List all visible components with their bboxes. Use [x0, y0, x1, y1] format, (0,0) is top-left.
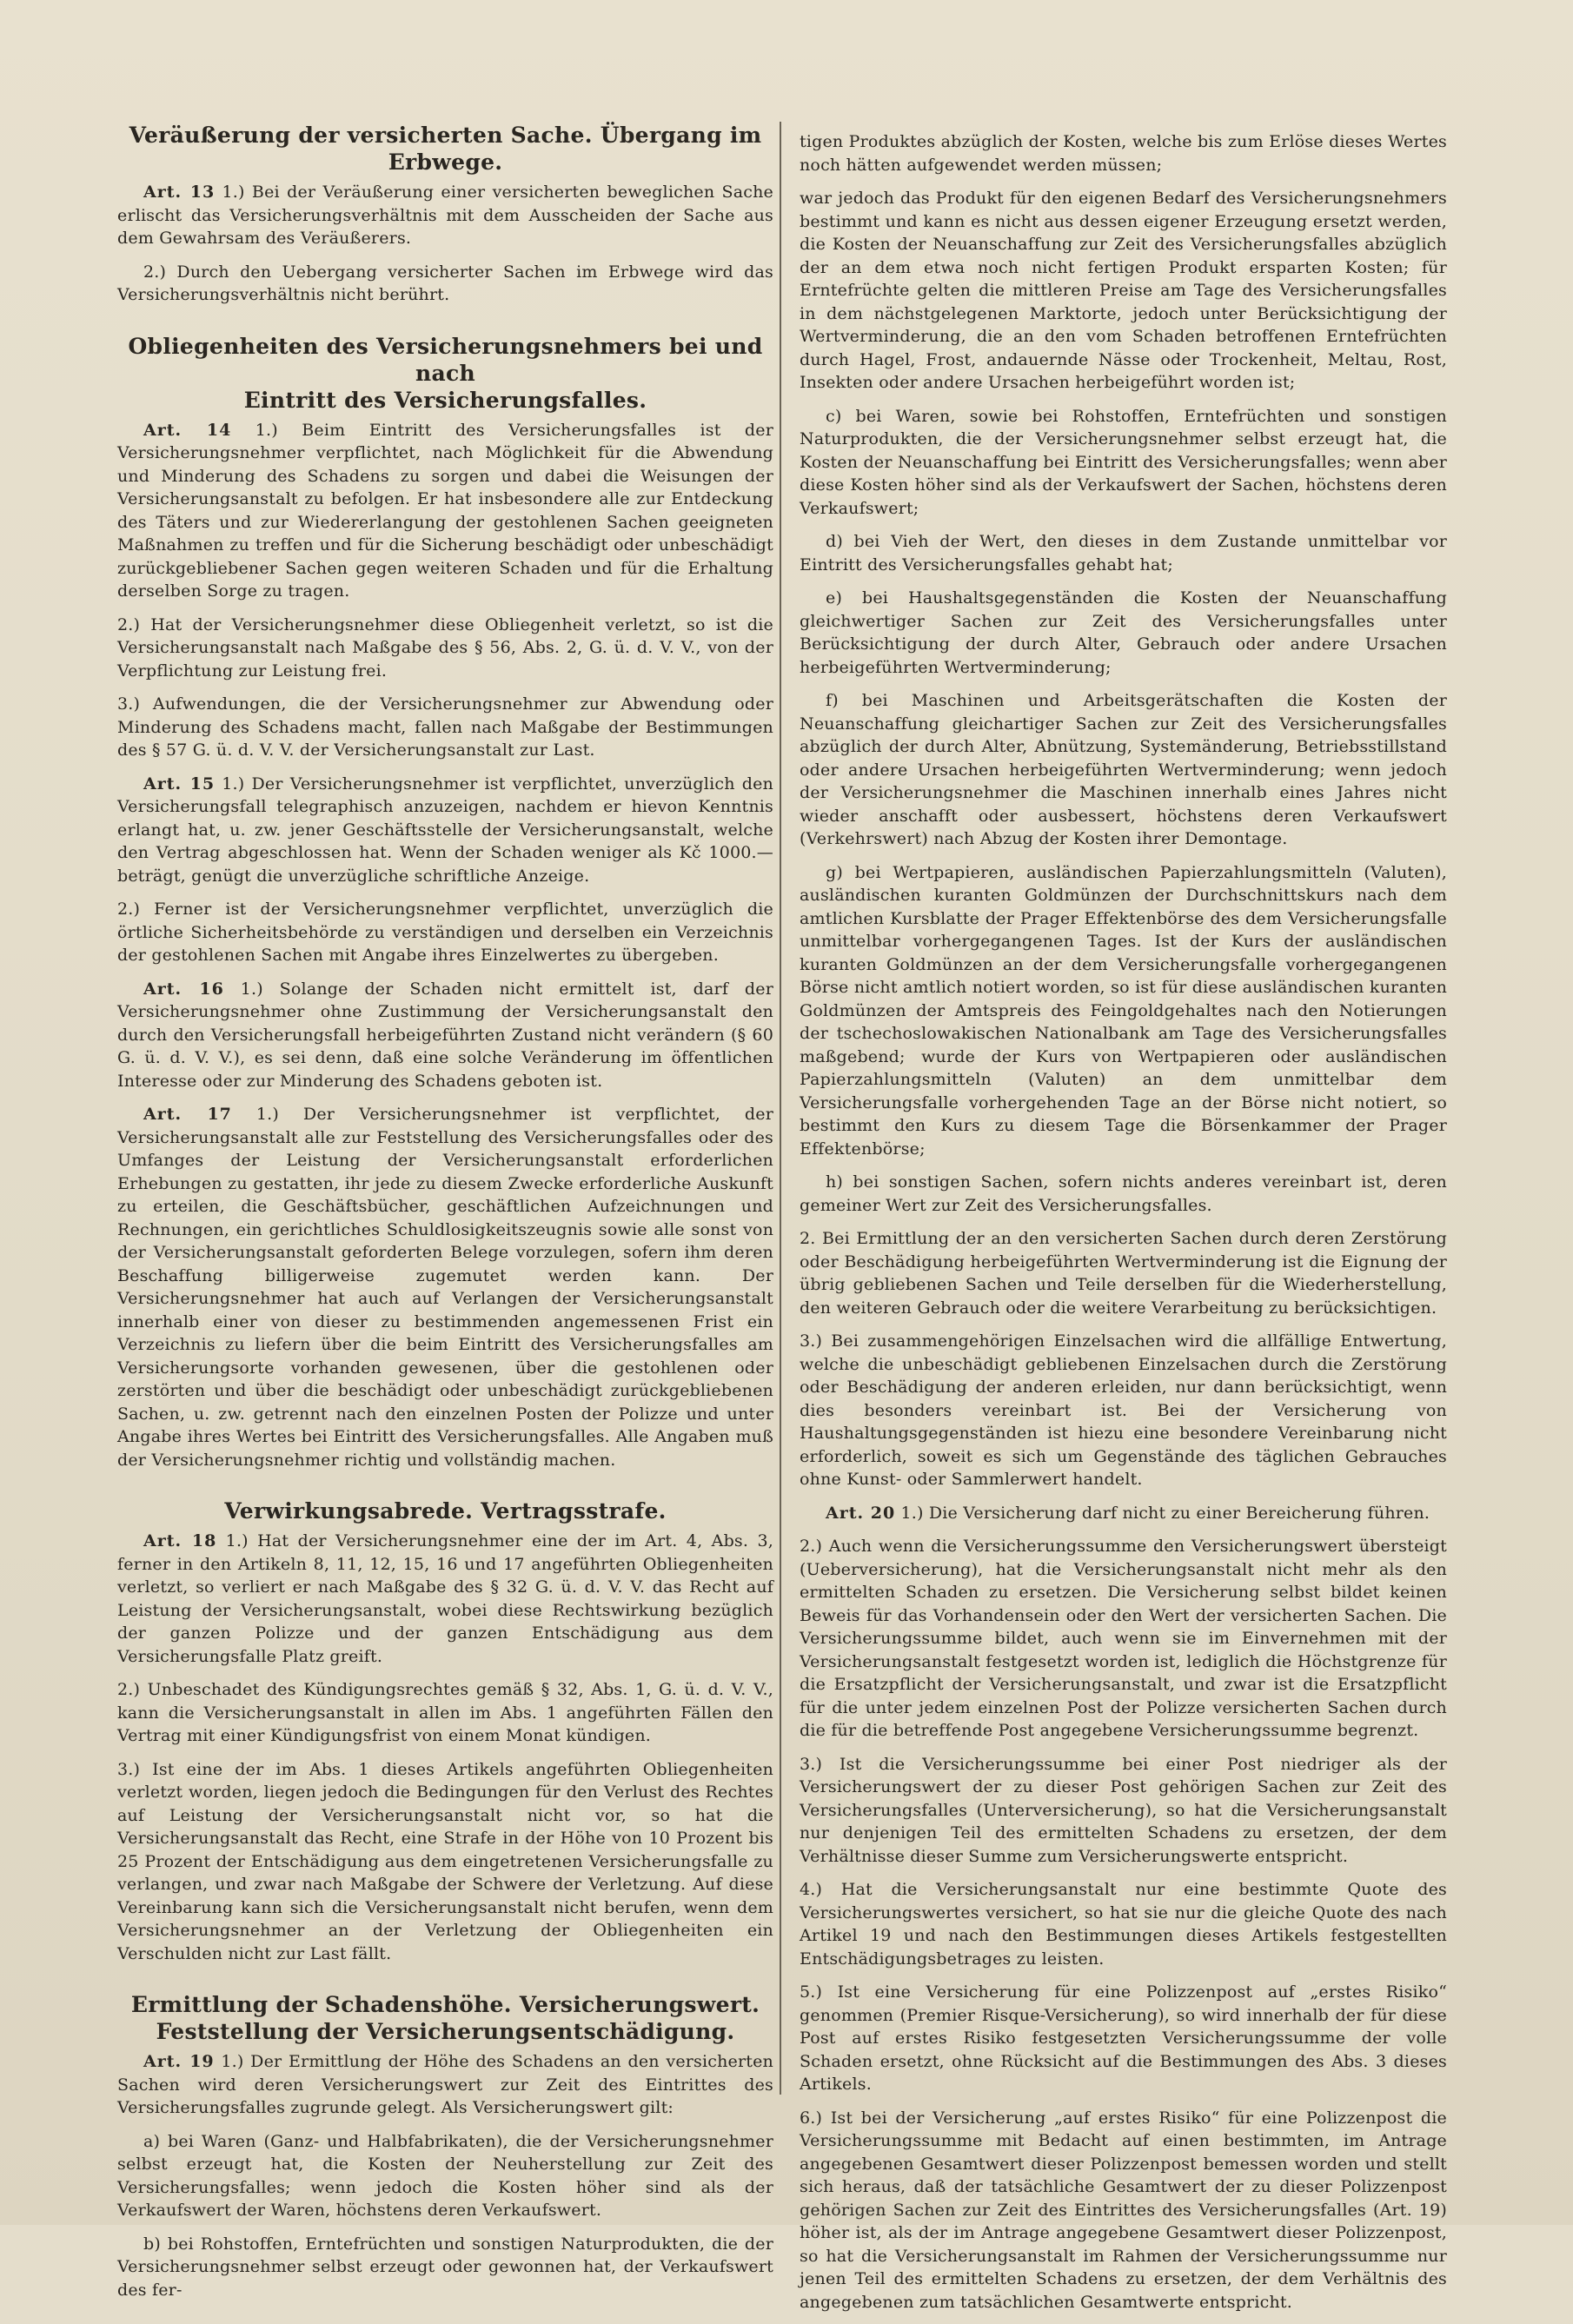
art14-label: Art. 14	[143, 420, 232, 440]
right-column	[800, 130, 1447, 2324]
art19-para1: Art. 19 1.) Der Ermittlung der Höhe des Schadens an den versicherten Sachen wird deren Versicherungswert zur Zeit des Eintrittes des Versicherungsfalles zugrunde gelegt. Als Versicherungswert gilt:	[117, 2052, 773, 2117]
heading-verwirkungsabrede: Verwirkungsabrede. Vertragsstrafe.	[224, 1498, 667, 1524]
art19-item-g: g) bei Wertpapieren, ausländischen Papierzahlungsmitteln (Valuten), ausländischen kuranten Goldmünzen der Durchschnittskurs nach dem amtlichen Kursblatte der Prager Effektenbörse des dem Versicherungsfalle unmittelbar vorhergegangenen Tages. Ist der Kurs der ausländischen kuranten Goldmünzen an der dem Versicherungsfalle vorhergegangenen Börse nicht amtlich notiert worden, so ist für diese ausländischen kuranten Goldmünzen der Amtspreis des Feingoldgehaltes nach den Notierungen der tschechoslowakischen Nationalbank am Tage des Versicherungsfalles maßgebend; wurde der Kurs von Wertpapieren oder ausländischen Papierzahlungsmitteln (Valuten) an dem unmittelbar dem Versicherungsfalle vorhergehenden Tage an der Börse nicht notiert, so bestimmt den Kurs zu diesem Tage die Börsenkammer der Prager Effektenbörse;	[800, 862, 1447, 1159]
art19-label: Art. 19	[143, 2052, 215, 2071]
heading-obliegenheiten: Obliegenheiten des Versicherungsnehmers bei und nach Eintritt des Versicherungsfalles.	[128, 333, 763, 413]
column-divider	[780, 122, 781, 2095]
art19-item-b-continued: tigen Produktes abzüglich der Kosten, welche bis zum Erlöse dieses Wertes noch hätten aufgewendet werden müssen;	[800, 132, 1447, 175]
art20-para3: 3.) Ist die Versicherungssumme bei einer Post niedriger als der Versicherungswert der zu dieser Post gehörigen Sachen zur Zeit des Versicherungsfalles (Unterversicherung), so hat die Versicherungsanstalt nur denjenigen Teil des ermittelten Schadens zu ersetzen, der dem Verhältnisse dieser Summe zum Versicherungswerte entspricht.	[800, 1754, 1447, 1866]
art20-label: Art. 20	[826, 1503, 896, 1523]
art20-para6: 6.) Ist bei der Versicherung „auf erstes Risiko“ für eine Polizzenpost die Versicherungssumme mit Bedacht auf einen bestimmten, im Antrage angegebenen Gesamtwert dieser Polizzenpost bemessen worden und stellt sich heraus, daß der tatsächliche Gesamtwert der zu dieser Polizzenpost gehörigen Sachen zur Zeit des Eintrittes des Versicherungsfalles (Art. 19) höher ist, als der im Antrage angegebene Gesamtwert dieser Polizzenpost, so hat die Versicherungsanstalt im Rahmen der Versicherungssumme nur jenen Teil des ermittelten Schadens zu ersetzen, der dem Verhältnis des angegebenen zum tatsächlichen Gesamtwerte entspricht.	[800, 2108, 1447, 2312]
art14-para2: 2.) Hat der Versicherungsnehmer diese Obliegenheit verletzt, so ist die Versicherungsanstalt nach Maßgabe des § 56, Abs. 2, G. ü. d. V. V., von der Verpflichtung zur Leistung frei.	[117, 614, 773, 681]
art13-para1: Art. 13 1.) Bei der Veräußerung einer versicherten beweglichen Sache erlischt das Versicherungsverhältnis mit dem Ausscheiden der Sache aus dem Gewahrsam des Veräußerers.	[117, 183, 773, 248]
art16-label: Art. 16	[143, 979, 224, 999]
art18-para2: 2.) Unbeschadet des Kündigungsrechtes gemäß § 32, Abs. 1, G. ü. d. V. V., kann die Versicherungsanstalt in allen im Abs. 1 angeführten Fällen den Vertrag mit einer Kündigungsfrist von einem Monat kündigen.	[117, 1680, 773, 1745]
art20-para5: 5.) Ist eine Versicherung für eine Polizzenpost auf „erstes Risiko“ genommen (Premier Risque-Versicherung), so wird innerhalb der für diese Post auf erstes Risiko festgesetzten Versicherungssumme der volle Schaden ersetzt, ohne Rücksicht auf die Bestimmungen des Abs. 3 dieses Artikels.	[800, 1982, 1447, 2094]
art19-item-b: b) bei Rohstoffen, Erntefrüchten und sonstigen Naturprodukten, die der Versicherungsnehmer selbst erzeugt oder gewonnen hat, der Verkaufswert des fer-	[117, 2234, 773, 2300]
art19-para2: 2. Bei Ermittlung der an den versicherten Sachen durch deren Zerstörung oder Beschädigung herbeigeführten Wertverminderung ist die Eignung der übrig gebliebenen Sachen und Teile derselben für die Wiederherstellung, den weiteren Gebrauch oder die weitere Verarbeitung zu berücksichtigen.	[800, 1229, 1447, 1318]
art14-para3: 3.) Aufwendungen, die der Versicherungsnehmer zur Abwendung oder Minderung des Schadens macht, fallen nach Maßgabe der Bestimmungen des § 57 G. ü. d. V. V. der Versicherungsanstalt zur Last.	[117, 694, 773, 760]
art19-para3: 3.) Bei zusammengehörigen Einzelsachen wird die allfällige Entwertung, welche die unbeschädigt gebliebenen Einzelsachen durch die Zerstörung oder Beschädigung der anderen erleiden, nur dann berücksichtigt, wenn dies besonders vereinbart ist. Bei der Versicherung von Haushaltungsgegenständen ist hiezu eine besondere Vereinbarung nicht erforderlich, soweit es sich um Gegenstände des täglichen Gebrauches ohne Kunst- oder Sammlerwert handelt.	[800, 1331, 1447, 1489]
art19-item-b-war: war jedoch das Produkt für den eigenen Bedarf des Versicherungsnehmers bestimmt und kann es nicht aus dessen eigener Erzeugung ersetzt werden, die Kosten der Neuanschaffung zur Zeit des Versicherungsfalles abzüglich der an dem etwa noch nicht fertigen Produkt ersparten Kosten; für Erntefrüchte gelten die mittleren Preise am Tage des Versicherungsfalles in dem nächstgelegenen Marktorte, jedoch unter Berücksichtigung der Wertverminderung, die an den vom Schaden betroffenen Erntefrüchten durch Hagel, Frost, andauernde Nässe oder Trockenheit, Meltau, Rost, Insekten oder andere Ursachen herbeigeführt worden ist;	[800, 189, 1447, 392]
art19-item-a: a) bei Waren (Ganz- und Halbfabrikaten), die der Versicherungsnehmer selbst erzeugt hat, die Kosten der Neuherstellung zur Zeit des Versicherungsfalles; wenn jedoch die Kosten höher sind als der Verkaufswert der Waren, höchstens deren Verkaufswert.	[117, 2131, 773, 2220]
art20-para2: 2.) Auch wenn die Versicherungssumme den Versicherungswert übersteigt (Ueberversicherung), hat die Versicherungsanstalt nicht mehr als den ermittelten Schaden zu ersetzen. Die Versicherung selbst bildet keinen Beweis für das Vorhandensein oder den Wert der versicherten Sachen. Die Versicherungssumme bildet, auch wenn sie im Einvernehmen mit der Versicherungsanstalt festgesetzt worden ist, lediglich die Höchstgrenze für die Ersatzpflicht der Versicherungsanstalt, und zwar ist die Ersatzpflicht für die unter jedem einzelnen Post der Polizze versicherten Sachen durch die für die betreffende Post angegebene Versicherungssumme begrenzt.	[800, 1537, 1447, 1740]
art20-para4: 4.) Hat die Versicherungsanstalt nur eine bestimmte Quote des Versicherungswertes versichert, so hat sie nur die gleiche Quote des nach Artikel 19 und nach den Bestimmungen dieses Artikels festgestellten Entschädigungsbetrages zu leisten.	[800, 1880, 1447, 1969]
art20-para1: Art. 20 1.) Die Versicherung darf nicht zu einer Bereicherung führen.	[826, 1503, 1430, 1523]
art17-para1: Art. 17 1.) Der Versicherungsnehmer ist verpflichtet, der Versicherungsanstalt alle zur Feststellung des Versicherungsfalles oder des Umfanges der Leistung der Versicherungsanstalt erforderlichen Erhebungen zu gestatten, ihr jede zu diesem Zwecke erforderliche Auskunft zu erteilen, die Geschäftsbücher, geschäftlichen Aufzeichnungen und Rechnungen, ein gerichtliches Schuldlosigkeitszeugnis sowie alle sonst von der Versicherungsanstalt geforderten Belege vorzulegen, sofern ihm deren Beschaffung billigerweise zugemutet werden kann. Der Versicherungsnehmer hat auch auf Verlangen der Versicherungsanstalt innerhalb einer von dieser zu bestimmenden angemessenen Frist ein Verzeichnis zu liefern über die beim Eintritt des Versicherungsfalles am Versicherungsorte vorhanden gewesenen, über die gestohlenen oder zerstörten und über die beschädigt oder unbeschädigt zurückgebliebenen Sachen, u. zw. getrennt nach den einzelnen Posten der Polizze und unter Angabe ihres Wertes bei Eintritt des Versicherungsfalles. Alle Angaben muß der Versicherungsnehmer richtig und vollständig machen.	[117, 1105, 773, 1470]
art19-item-f: f) bei Maschinen und Arbeitsgerätschaften die Kosten der Neuanschaffung gleichartiger Sachen zur Zeit des Versicherungsfalles abzüglich der durch Alter, Abnützung, Systemänderung, Betriebsstillstand oder andere Ursachen herbeigeführten Wertverminderung; wenn jedoch der Versicherungsnehmer die Maschinen innerhalb eines Jahres nicht wieder anschafft oder ausbessert, höchstens deren Verkaufswert (Verkehrswert) nach Abzug der Kosten ihrer Demontage.	[800, 691, 1447, 848]
art19-item-c: c) bei Waren, sowie bei Rohstoffen, Erntefrüchten und sonstigen Naturprodukten, die der Versicherungsnehmer selbst erzeugt hat, die Kosten der Neuanschaffung bei Eintritt des Versicherungsfalles; wenn aber diese Kosten höher sind als der Verkaufswert der Sachen, höchstens deren Verkaufswert;	[800, 406, 1447, 518]
art15-para2: 2.) Ferner ist der Versicherungsnehmer verpflichtet, unverzüglich die örtliche Sicherheitsbehörde zu verständigen und derselben ein Verzeichnis der gestohlenen Sachen mit Angabe ihres Einzelwertes zu übergeben.	[117, 900, 773, 965]
art15-label: Art. 15	[143, 774, 216, 793]
heading-veraeusserung: Veräußerung der versicherten Sache. Übergang im Erbwege.	[129, 123, 762, 175]
art14-para1: Art. 14 1.) Beim Eintritt des Versicherungsfalles ist der Versicherungsnehmer verpflichtet, nach Möglichkeit für die Abwendung und Minderung des Schadens zu sorgen und dabei die Weisungen der Versicherungsanstalt zu befolgen. Er hat insbesondere alle zur Entdeckung des Täters und zur Wiedererlangung der gestohlenen Sachen geeigneten Maßnahmen zu treffen und für die Sicherung beschädigt oder unbeschädigt zurückgebliebener Sachen gegen weiteren Schaden und für die Erhaltung derselben Sorge zu tragen.	[117, 420, 773, 601]
left-column	[117, 122, 773, 2312]
art19-item-h: h) bei sonstigen Sachen, sofern nichts anderes vereinbart ist, deren gemeiner Wert zur Zeit des Versicherungsfalles.	[800, 1172, 1447, 1215]
heading-ermittlung: Ermittlung der Schadenshöhe. Versicherungswert. Feststellung der Versicherungsentschädigung.	[130, 1992, 760, 2044]
art16-para1: Art. 16 1.) Solange der Schaden nicht ermittelt ist, darf der Versicherungsnehmer ohne Zustimmung der Versicherungsanstalt den durch den Versicherungsfall herbeigeführten Zustand nicht verändern (§ 60 G. ü. d. V. V.), es sei denn, daß eine solche Veränderung im öffentlichen Interesse oder zur Minderung des Schadens geboten ist.	[117, 979, 773, 1091]
art15-para1: Art. 15 1.) Der Versicherungsnehmer ist verpflichtet, unverzüglich den Versicherungsfall telegraphisch anzuzeigen, nachdem er hievon Kenntnis erlangt hat, u. zw. jener Geschäftsstelle der Versicherungsanstalt, welche den Vertrag abgeschlossen hat. Wenn der Schaden weniger als Kč 1000.— beträgt, genügt die unverzügliche schriftliche Anzeige.	[117, 774, 773, 886]
art18-label: Art. 18	[143, 1531, 217, 1550]
art18-para1: Art. 18 1.) Hat der Versicherungsnehmer eine der im Art. 4, Abs. 3, ferner in den Artikeln 8, 11, 12, 15, 16 und 17 angeführten Obliegenheiten verletzt, so verliert er nach Maßgabe des § 32 G. ü. d. V. V. das Recht auf Leistung der Versicherungsanstalt, wobei diese Rechtswirkung bezüglich der ganzen Polizze und der ganzen Entschädigung aus dem Versicherungsfalle Platz greift.	[117, 1531, 773, 1666]
art19-item-e: e) bei Haushaltsgegenständen die Kosten der Neuanschaffung gleichwertiger Sachen zur Zeit des Versicherungsfalles unter Berücksichtigung der durch Alter, Gebrauch oder andere Ursachen herbeigeführten Wertverminderung;	[800, 588, 1447, 677]
art13-label: Art. 13	[143, 183, 216, 202]
art18-para3: 3.) Ist eine der im Abs. 1 dieses Artikels angeführten Obliegenheiten verletzt worden, liegen jedoch die Bedingungen für den Verlust des Rechtes auf Leistung der Versicherungsanstalt nicht vor, so hat die Versicherungsanstalt das Recht, eine Strafe in der Höhe von 10 Prozent bis 25 Prozent der Entschädigung aus dem eingetretenen Versicherungsfalle zu verlangen, und zwar nach Maßgabe der Schwere der Verletzung. Auf diese Vereinbarung kann sich die Versicherungsanstalt nicht berufen, wenn dem Versicherungsnehmer an der Verletzung der Obliegenheiten ein Verschulden nicht zur Last fällt.	[117, 1759, 773, 1963]
art13-para2: 2.) Durch den Uebergang versicherter Sachen im Erbwege wird das Versicherungsverhältnis nicht berührt.	[117, 262, 773, 304]
art19-item-d: d) bei Vieh der Wert, den dieses in dem Zustande unmittelbar vor Eintritt des Versicherungsfalles gehabt hat;	[800, 532, 1447, 574]
art17-label: Art. 17	[143, 1105, 232, 1124]
